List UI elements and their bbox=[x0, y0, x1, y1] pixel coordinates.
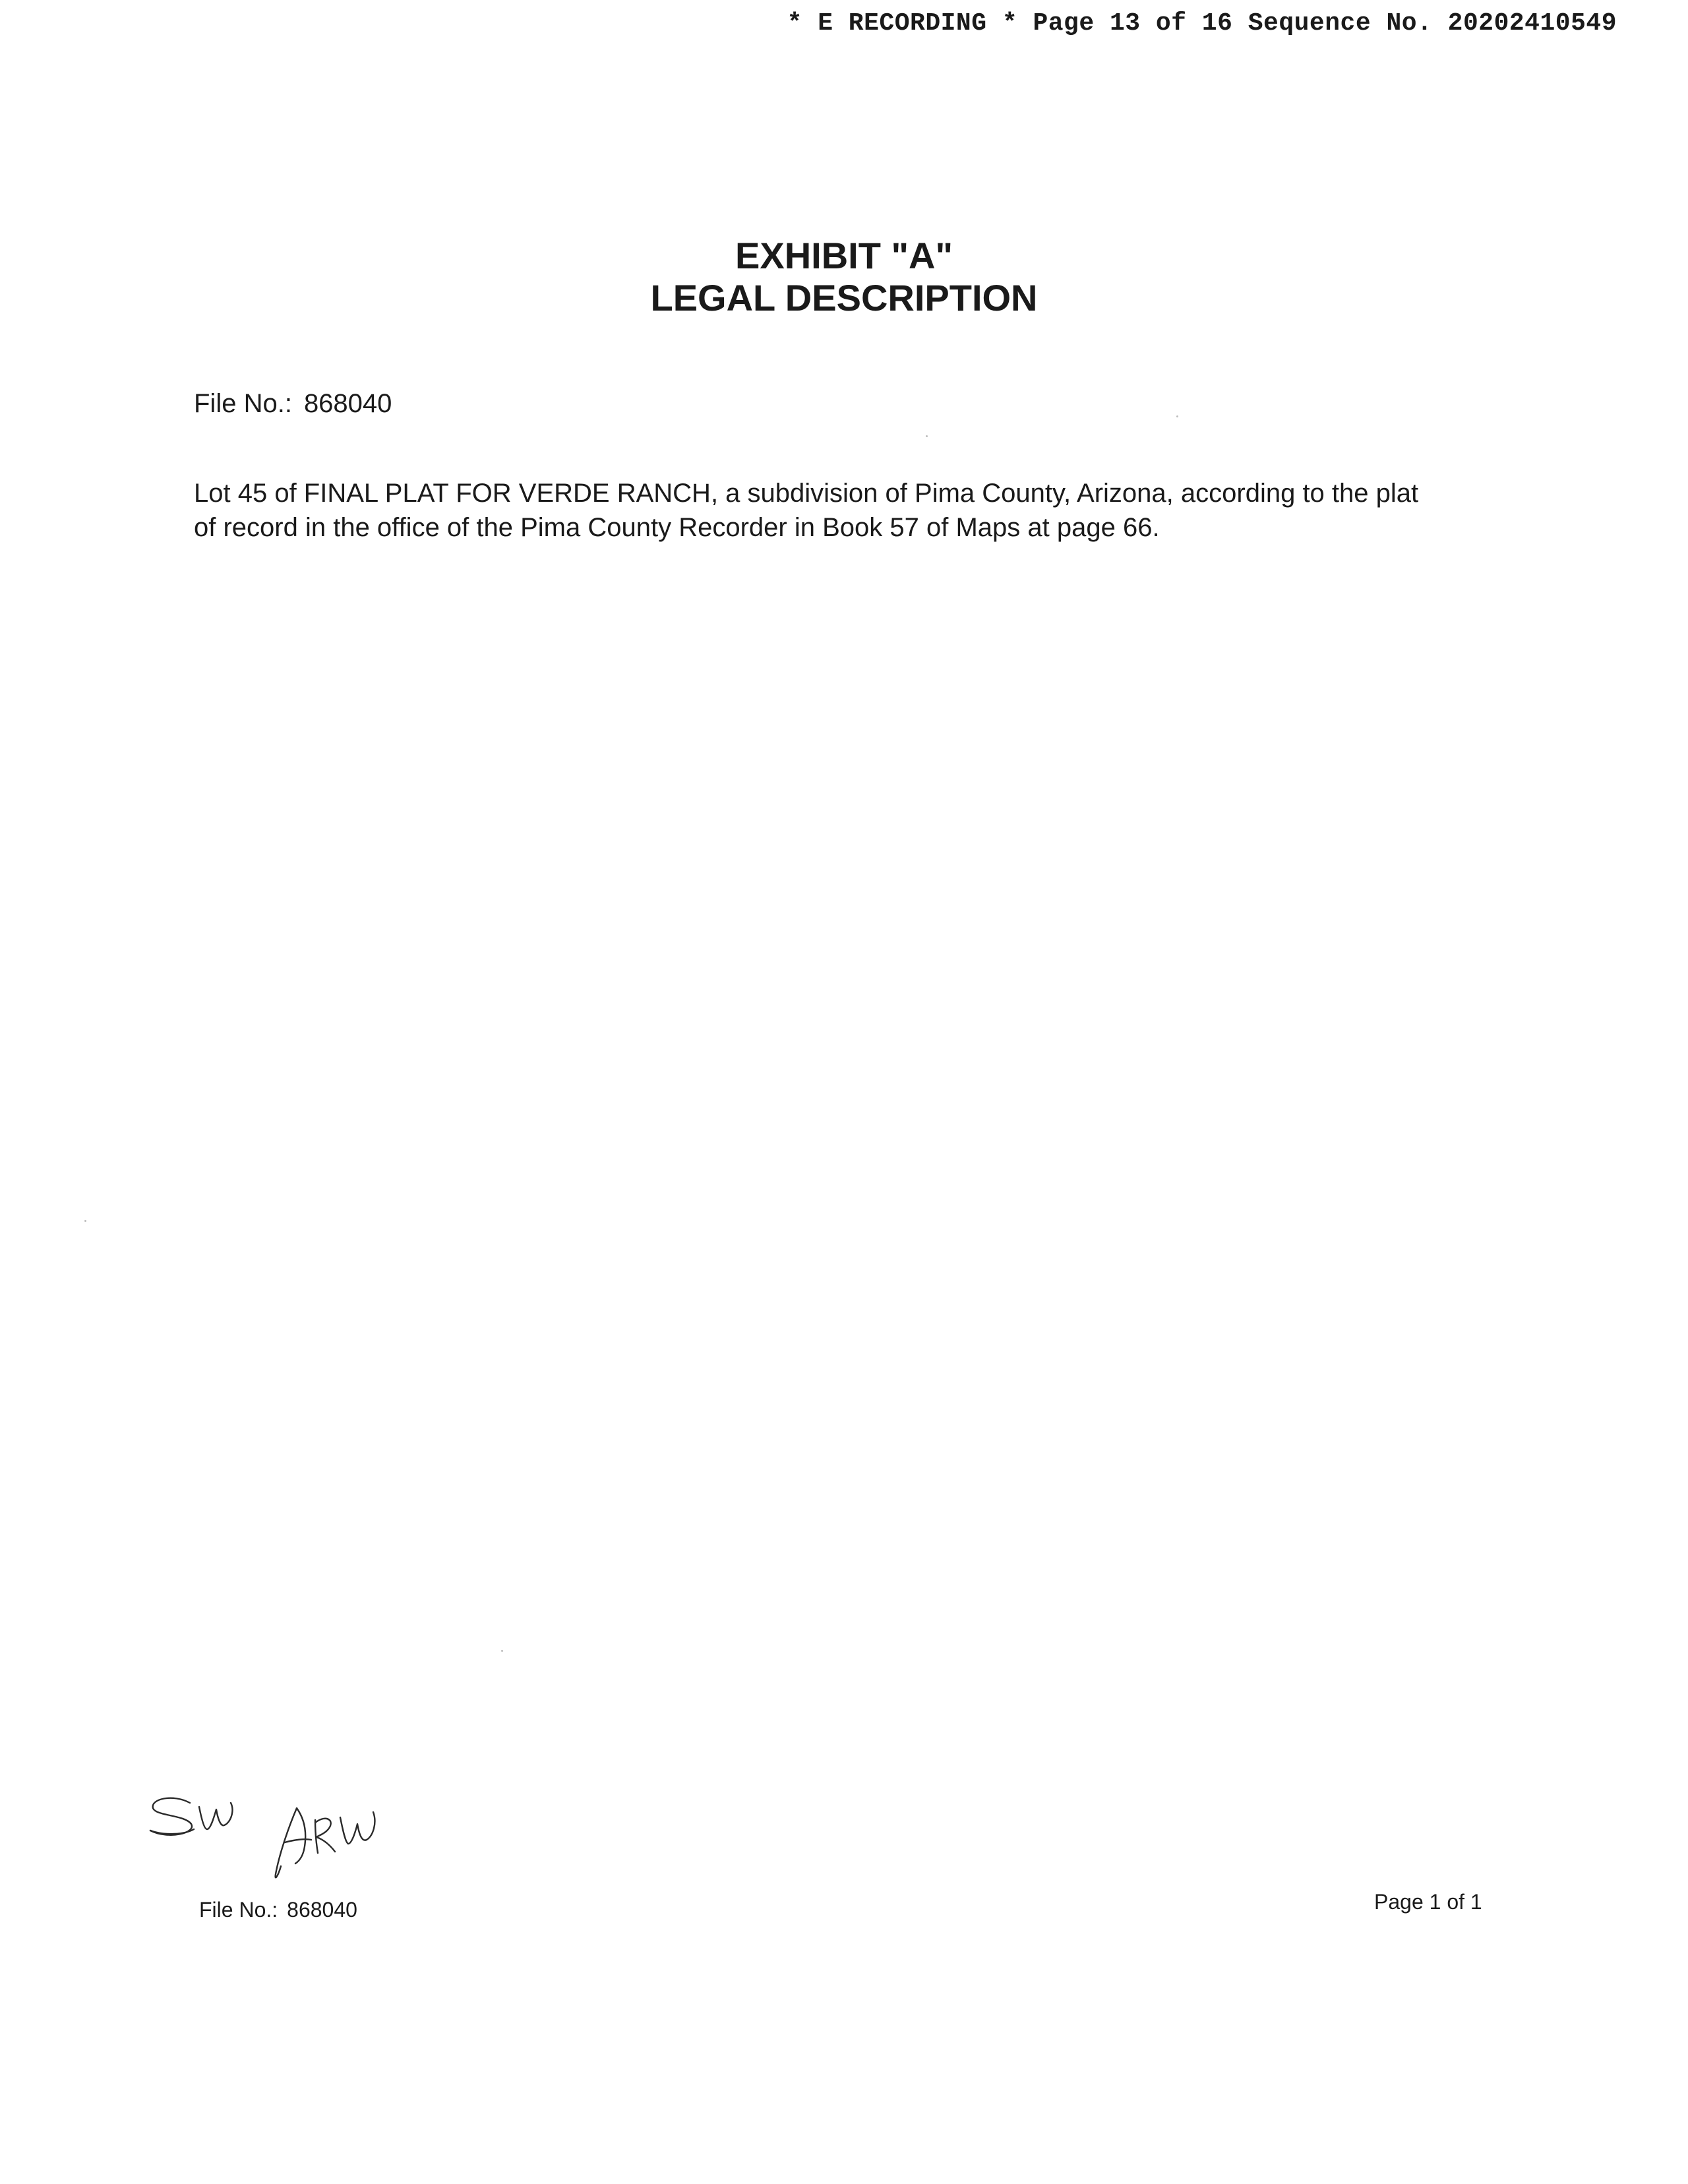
exhibit-subtitle: LEGAL DESCRIPTION bbox=[650, 277, 1038, 318]
legal-description bbox=[194, 476, 1513, 545]
scan-speck bbox=[501, 1650, 503, 1652]
scan-speck bbox=[84, 1220, 86, 1222]
file-number-value: 868040 bbox=[303, 389, 392, 418]
legal-description-line: Lot 45 of FINAL PLAT FOR VERDE RANCH, a subdivision of Pima County, Arizona, according to the plat bbox=[194, 479, 1419, 508]
handwritten-initials bbox=[138, 1774, 429, 1906]
legal-description-line: of record in the office of the Pima County Recorder in Book 57 of Maps at page 66. bbox=[194, 513, 1160, 542]
page-number: Page 1 of 1 bbox=[1374, 1890, 1482, 1914]
scan-speck bbox=[926, 435, 928, 437]
scan-speck bbox=[1176, 415, 1178, 417]
exhibit-title: EXHIBIT "A" bbox=[735, 235, 953, 276]
footer-file-number-value: 868040 bbox=[287, 1898, 357, 1922]
file-number-label: File No.: bbox=[194, 389, 292, 418]
file-number bbox=[194, 389, 392, 419]
recording-stamp: * E RECORDING * Page 13 of 16 Sequence No. 20202410549 bbox=[787, 9, 1617, 38]
exhibit-title-block bbox=[0, 235, 1688, 319]
footer-file-number bbox=[199, 1898, 357, 1922]
footer-file-number-label: File No.: bbox=[199, 1898, 278, 1922]
